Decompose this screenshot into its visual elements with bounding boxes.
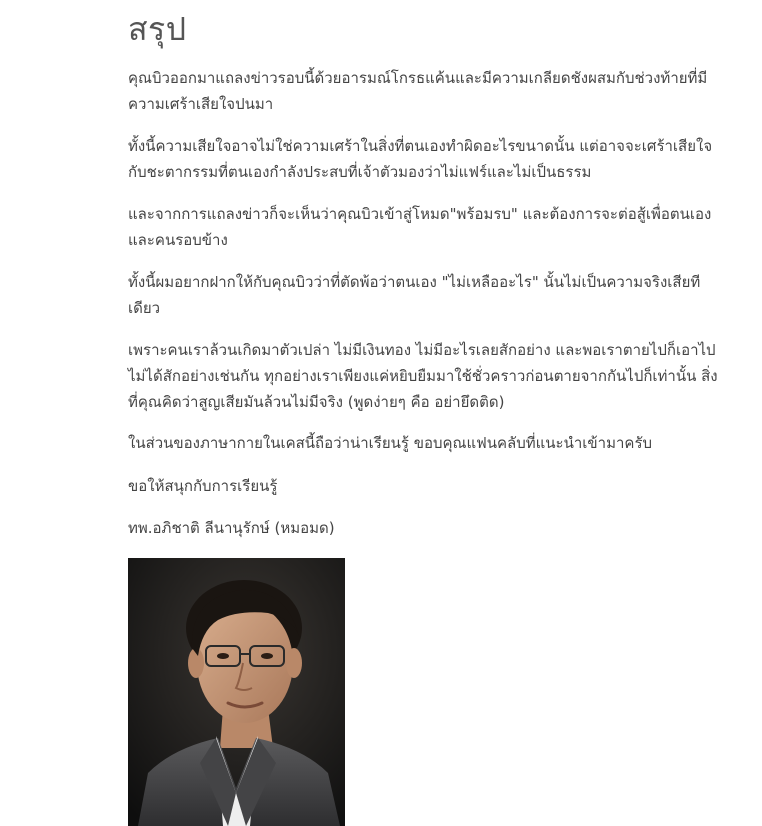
paragraph: คุณบิวออกมาแถลงข่าวรอบนี้ด้วยอารมณ์โกรธแค้นและมีความเกลียดชังผสมกับช่วงท้ายที่มีความเศร้าเสียใจปนมา [128,69,708,113]
article [128,0,728,537]
paragraph: ทั้งนี้ผมอยากฝากให้กับคุณบิวว่าที่ตัดพ้อว่าตนเอง "ไม่เหลืออะไร" นั้นไม่เป็นความจริงเสียทีเดียว [128,273,701,317]
paragraph: และจากการแถลงข่าวก็จะเห็นว่าคุณบิวเข้าสู่โหมด"พร้อมรบ" และต้องการจะต่อสู้เพื่อตนเองและคนรอบข้าง [128,205,712,249]
paragraph: ขอให้สนุกกับการเรียนรู้ [128,477,278,495]
paragraph: ทั้งนี้ความเสียใจอาจไม่ใช่ความเศร้าในสิ่งที่ตนเองทำผิดอะไรขนาดนั้น แต่อาจจะเศร้าเสียใจกับชะตากรรมที่ตนเองกำลังประสบที่เจ้าตัวมองว่าไม่แฟร์และไม่เป็นธรรม [128,137,713,181]
paragraph: ในส่วนของภาษากายในเคสนี้ถือว่าน่าเรียนรู้ ขอบคุณแฟนคลับที่แนะนำเข้ามาครับ [128,434,653,452]
author-signature: ทพ.อภิชาติ ลีนานุรักษ์ (หมอมด) [128,519,335,537]
page-title: สรุป [128,10,187,48]
paragraph: เพราะคนเราล้วนเกิดมาตัวเปล่า ไม่มีเงินทอง ไม่มีอะไรเลยสักอย่าง และพอเราตายไปก็เอาไปไม่ได้สักอย่างเช่นกัน ทุกอย่างเราเพียงแค่หยิบยืมมาใช้ชั่วคราวก่อนตายจากกันไปก็เท่านั้น สิ่งที่คุณคิดว่าสูญเสียมันล้วนไม่มีจริง (พูดง่ายๆ คือ อย่ายึดติด) [128,341,718,411]
author-photo [128,558,345,826]
